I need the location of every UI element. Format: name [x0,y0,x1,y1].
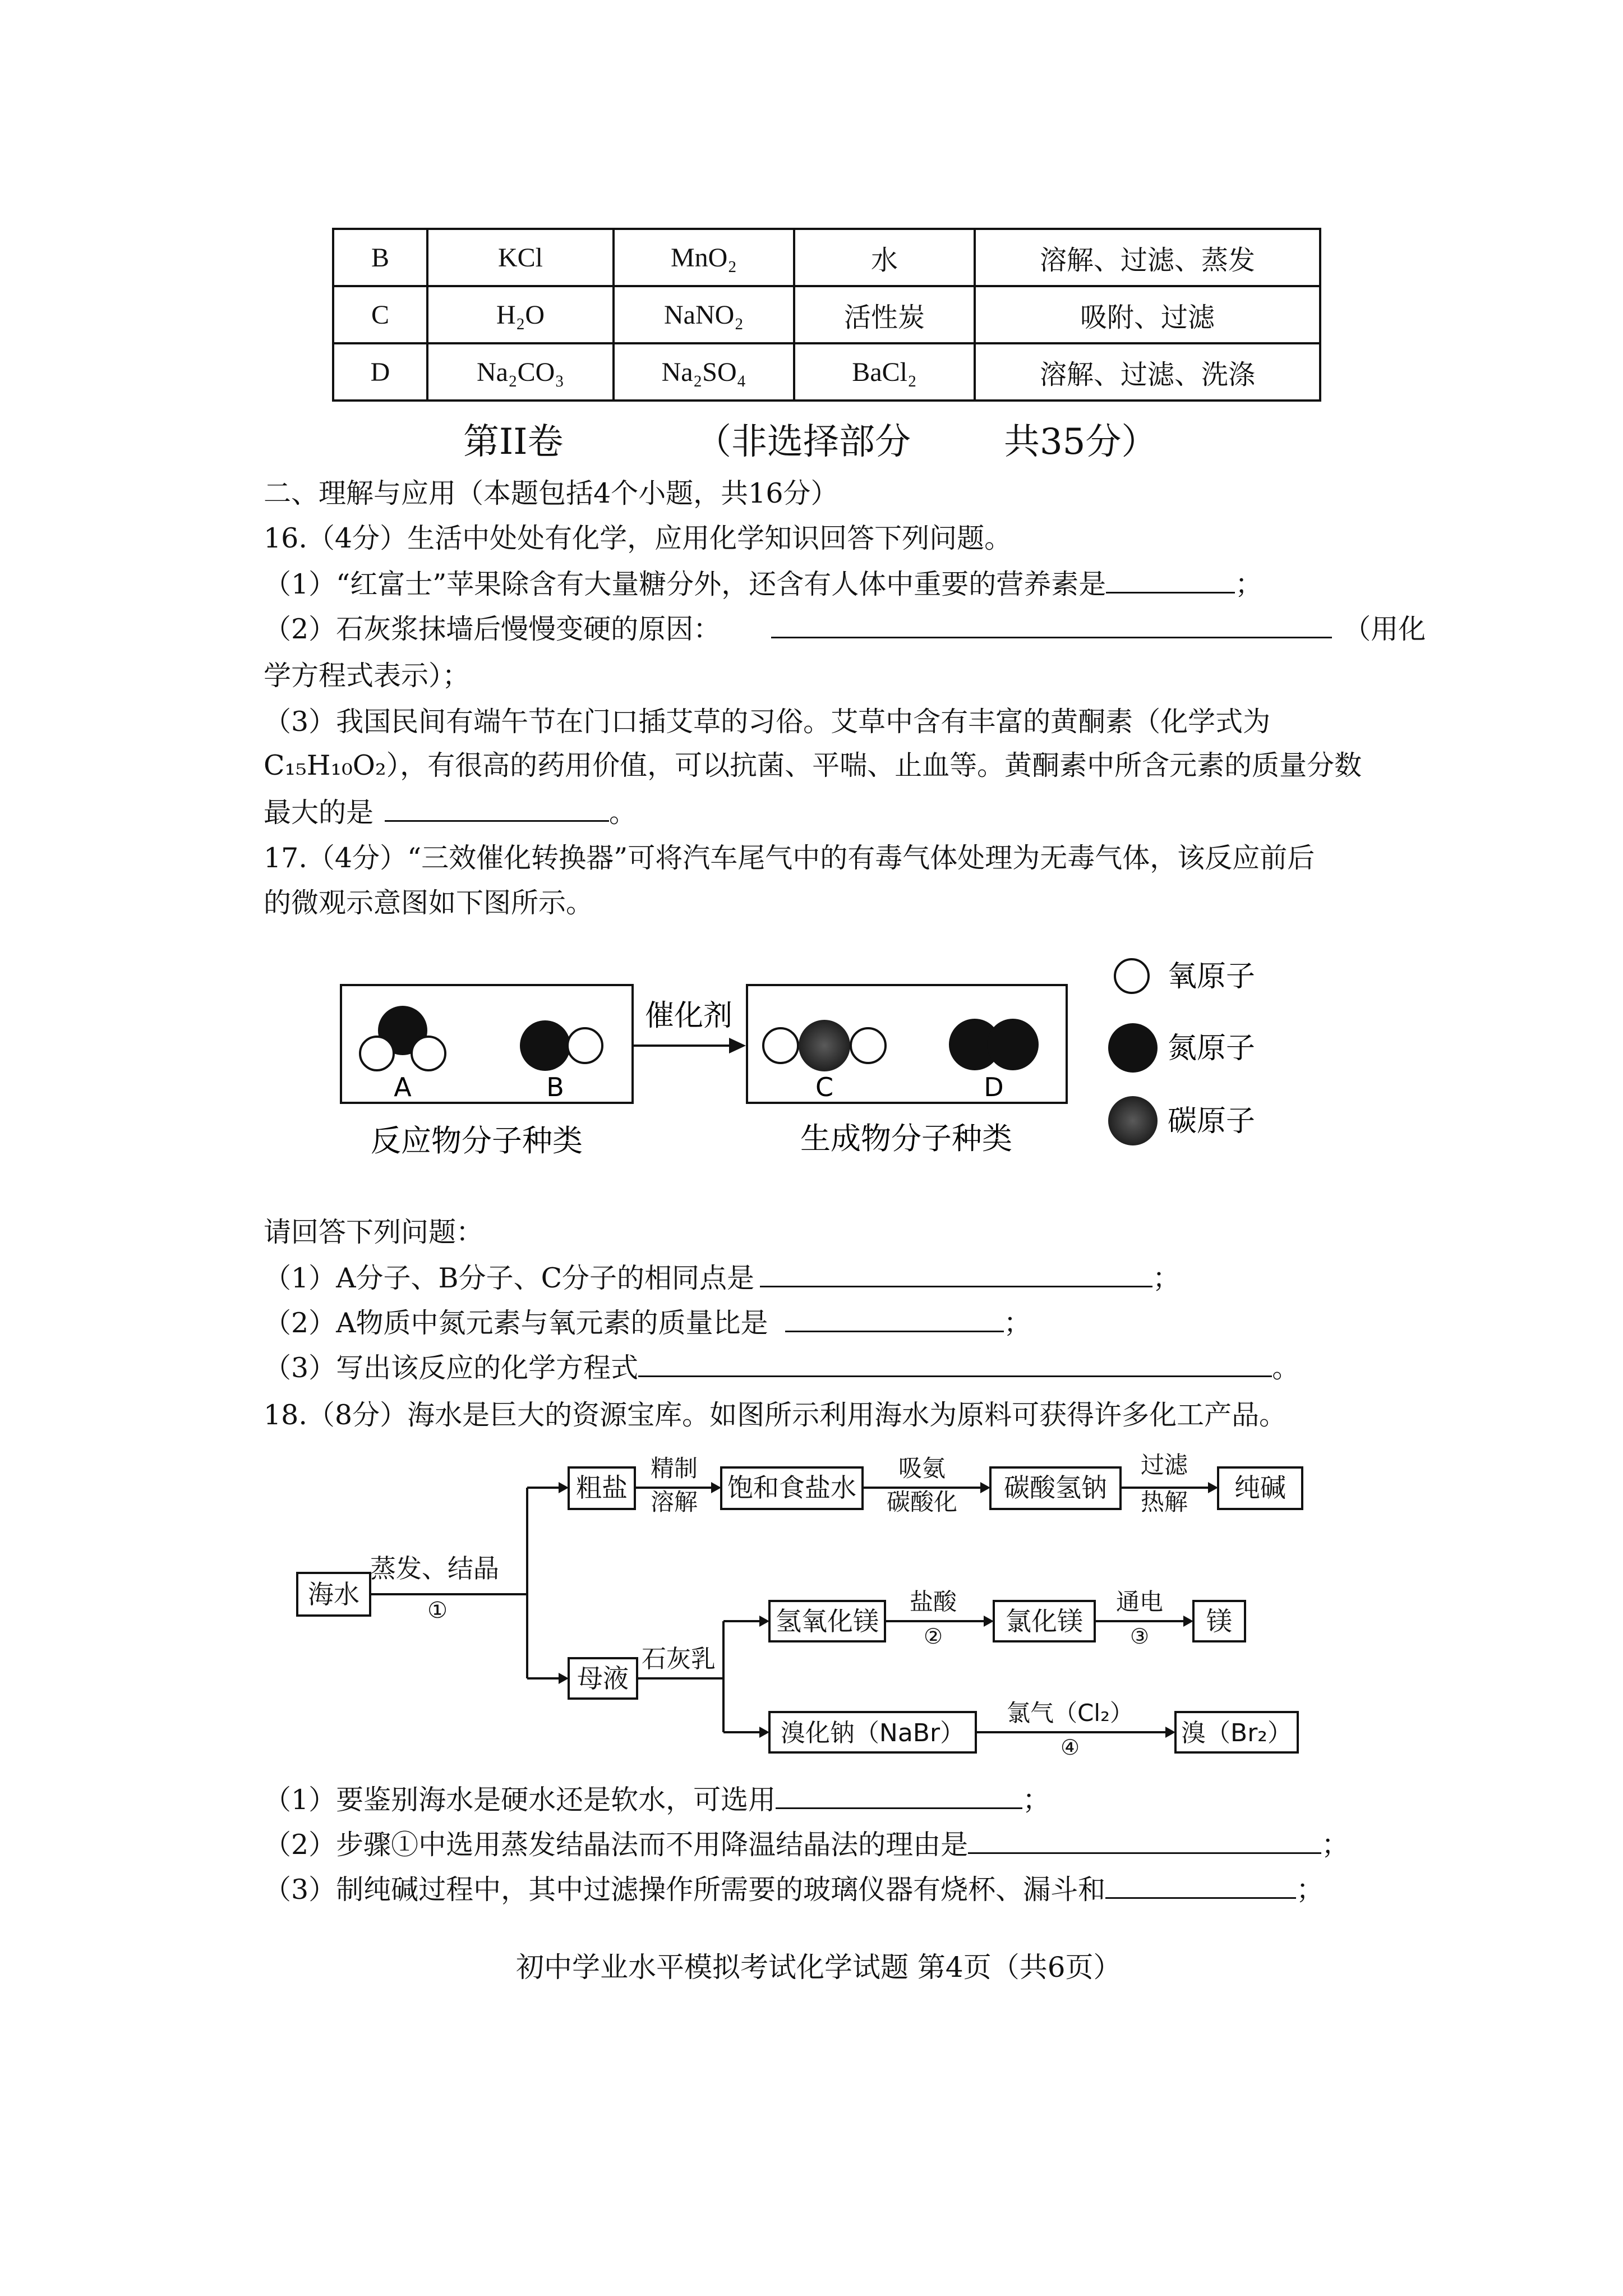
q16-stem: 16.（4分）生活中处处有化学，应用化学知识回答下列问题。 [264,522,1012,554]
arrowhead-icon [729,1038,746,1053]
q17-part1-text: （1）A分子、B分子、C分子的相同点是 [264,1262,755,1294]
q18-part3-text: （3）制纯碱过程中，其中过滤操作所需要的玻璃仪器有烧杯、漏斗和 [264,1874,1106,1906]
table-cell: C [333,286,427,343]
catalyst-label: 催化剂 [644,999,733,1033]
table-cell: 溶解、过滤、洗涤 [975,343,1320,401]
answer-blank[interactable] [638,1353,1272,1377]
table-cell: 吸附、过滤 [975,286,1320,343]
seawater-flowchart [292,1447,1312,1761]
absorb-label-b: 碳酸化 [886,1488,958,1516]
arrowhead-icon [559,1673,569,1684]
refine-label-b: 溶解 [650,1488,698,1516]
step1-label: 蒸发、结晶 [370,1553,499,1584]
mgcl-label: 氯化镁 [1006,1606,1083,1636]
q17-part2 [264,1308,1031,1337]
elec-label: 通电 [1115,1588,1164,1616]
nabr-label: 溴化钠（NaBr） [780,1719,965,1747]
mgoh-label: 氢氧化镁 [776,1606,879,1636]
table-cell: 活性炭 [794,286,975,343]
q16-part2-cont: 学方程式表示）； [264,660,470,692]
table-cell: BaCl₂ [794,343,975,401]
volume-score: 共35分） [1004,421,1158,463]
q16-part2-end: （用化 [1343,613,1426,645]
q17-part2-text: （2）A物质中氮元素与氧元素的质量比是 [264,1307,768,1339]
oxygen-legend-icon [1115,959,1149,993]
legend-carbon: 碳原子 [1168,1105,1256,1138]
q16-part1-text: （1）“红富士”苹果除含有大量糖分外，还含有人体中重要的营养素是 [264,568,1106,600]
q18-part2-text: （2）步骤①中选用蒸发结晶法而不用降温结晶法的理由是 [264,1829,969,1861]
q17-part1-end: ； [1152,1262,1181,1294]
answer-blank[interactable] [1106,569,1235,593]
table-cell: H₂O [427,286,614,343]
br2-label: 溴（Br₂） [1181,1719,1292,1747]
answer-blank[interactable] [385,798,609,822]
q17-part3-end: 。 [1272,1352,1300,1384]
volume-note: （非选择部分 [695,421,911,463]
seawater-label: 海水 [308,1579,359,1609]
oxygen-atom-icon [763,1028,798,1063]
nitrogen-atom-icon [520,1020,570,1071]
q17-stem-line1: 17.（4分）“三效催化转换器”可将汽车尾气中的有毒气体处理为无毒气体，该反应前后 [264,842,1315,874]
q16-part3-formula: C₁₅H₁₀O₂），有很高的药用价值，可以抗菌、平喘、止血等。黄酮素中所含元素的质量分数 [264,749,1362,781]
oxygen-atom-icon [360,1037,394,1070]
answer-blank[interactable] [776,1785,1022,1809]
table-cell: Na₂CO₃ [427,343,614,401]
q17-part3 [264,1353,1299,1382]
nitrogen-atom-icon [987,1019,1039,1070]
oxygen-atom-icon [412,1037,445,1070]
q18-part2-end: ； [1321,1829,1349,1861]
nitrogen-legend-icon [1108,1023,1158,1073]
oxygen-atom-icon [851,1028,886,1063]
nahco3-label: 碳酸氢钠 [1004,1473,1107,1503]
carbon-legend-icon [1108,1096,1158,1145]
refine-label-a: 精制 [650,1455,698,1482]
table-cell: 水 [794,229,975,286]
label-c: C [815,1072,834,1102]
arrowhead-icon [1165,1727,1175,1738]
table-cell: D [333,343,427,401]
q17-prompt: 请回答下列问题： [264,1216,484,1248]
step2-number: ② [923,1624,943,1649]
molecule-diagram [314,942,1346,1178]
section-heading: 二、理解与应用（本题包括4个小题，共16分） [264,477,838,509]
soda-label: 纯碱 [1234,1473,1286,1503]
arrowhead-icon [559,1482,569,1493]
arrowhead-icon [980,1482,990,1493]
arrowhead-icon [759,1727,769,1738]
page-footer: 初中学业水平模拟考试化学试题 第4页（共6页） [516,1951,1122,1984]
answer-blank[interactable] [771,614,1332,638]
reactant-caption: 反应物分子种类 [371,1123,583,1158]
q18-part1-text: （1）要鉴别海水是硬水还是软水，可选用 [264,1784,776,1816]
q16-part3-line1: （3）我国民间有端午节在门口插艾草的习俗。艾草中含有丰富的黄酮素（化学式为 [264,706,1271,738]
label-d: D [984,1072,1004,1102]
arrowhead-icon [711,1482,721,1493]
q16-part3-end: 。 [609,797,637,829]
absorb-label-a: 吸氨 [898,1455,946,1482]
separation-table [332,228,1321,402]
product-caption: 生成物分子种类 [800,1121,1012,1156]
step3-number: ③ [1129,1624,1150,1649]
q16-part2 [264,614,1426,643]
table-row [333,343,1320,401]
table-cell: MnO₂ [614,229,794,286]
table-cell: B [333,229,427,286]
q16-part1-end: ； [1235,568,1263,600]
label-b: B [546,1072,564,1102]
table-cell: NaNO₂ [614,286,794,343]
arrowhead-icon [759,1616,769,1627]
table-row [333,229,1320,286]
q18-part1-end: ； [1022,1784,1050,1816]
label-a: A [394,1072,412,1102]
mother-label: 母液 [577,1663,629,1694]
legend-nitrogen: 氮原子 [1168,1032,1256,1065]
q18-part1 [264,1785,1050,1814]
legend-oxygen: 氧原子 [1168,960,1256,993]
hcl-label: 盐酸 [909,1588,957,1616]
q17-stem-line2: 的微观示意图如下图所示。 [264,887,594,919]
table-cell: KCl [427,229,614,286]
volume-title: 第II卷 [463,421,564,463]
answer-blank[interactable] [760,1263,1152,1287]
table-cell: 溶解、过滤、蒸发 [975,229,1320,286]
brine-label: 饱和食盐水 [727,1473,856,1503]
mg-label: 镁 [1206,1606,1232,1636]
answer-blank[interactable] [1105,1875,1296,1899]
q18-part3 [264,1874,1324,1906]
q16-part3-line3 [264,797,637,829]
q16-part2-text: （2）石灰浆抹墙后慢慢变硬的原因： [264,613,721,645]
q16-part1 [264,569,1262,598]
cl2-label: 氯气（Cl₂） [1007,1699,1133,1727]
filter-label-b: 热解 [1140,1488,1188,1516]
step1-number: ① [427,1598,448,1623]
answer-blank[interactable] [968,1830,1321,1854]
table-cell: Na₂SO₄ [614,343,794,401]
step4-number: ④ [1060,1735,1080,1760]
q18-part3-end: ； [1296,1874,1324,1906]
carbon-atom-icon [799,1020,850,1071]
arrowhead-icon [1208,1482,1218,1493]
q18-stem: 18.（8分）海水是巨大的资源宝库。如图所示利用海水为原料可获得许多化工产品。 [264,1399,1287,1431]
table-row [333,286,1320,343]
q18-part2 [264,1829,1349,1861]
q17-part2-end: ； [1003,1307,1031,1339]
oxygen-atom-icon [568,1028,602,1063]
q17-part1 [264,1263,1180,1292]
crude-salt-label: 粗盐 [576,1473,628,1503]
filter-label-a: 过滤 [1140,1451,1188,1479]
lime-label: 石灰乳 [642,1645,716,1673]
arrowhead-icon [1183,1616,1193,1627]
q16-part3-text: 最大的是 [264,797,374,829]
q17-part3-text: （3）写出该反应的化学方程式 [264,1352,639,1384]
arrowhead-icon [984,1616,994,1627]
answer-blank[interactable] [785,1308,1004,1332]
